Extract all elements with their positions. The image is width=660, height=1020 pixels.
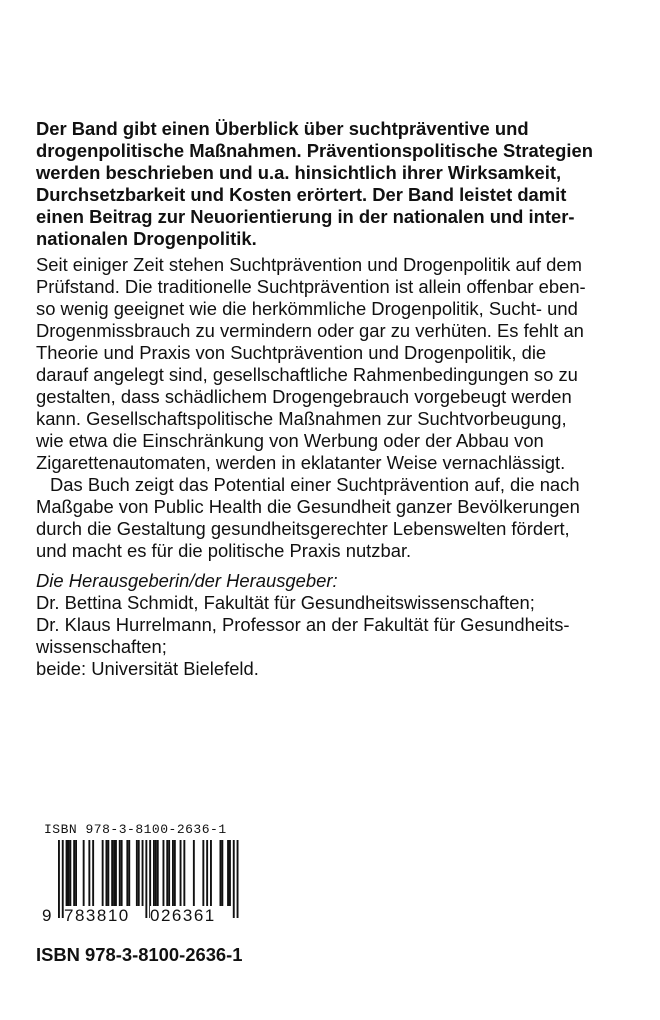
barcode-digits xyxy=(40,906,240,928)
barcode-bar xyxy=(193,840,195,906)
isbn-footer: ISBN 978-3-8100-2636-1 xyxy=(36,944,243,965)
blurb-line: Der Band gibt einen Überblick über suchtpräventive und xyxy=(36,118,529,139)
body-line: so wenig geeignet wie die herkömmliche Drogenpolitik, Sucht- und xyxy=(36,298,578,319)
barcode-bar xyxy=(202,840,204,906)
barcode-bar xyxy=(153,840,155,906)
barcode-isbn-label: ISBN 978-3-8100-2636-1 xyxy=(44,822,227,837)
barcode-bar xyxy=(73,840,75,906)
body-line: Theorie und Praxis von Suchtprävention und Drogenpolitik, die xyxy=(36,342,547,363)
barcode-bar xyxy=(119,840,121,906)
barcode-bar xyxy=(163,840,165,906)
barcode-bar xyxy=(138,840,140,906)
barcode-bar xyxy=(220,840,222,906)
barcode-bar xyxy=(174,840,176,906)
barcode-bar xyxy=(107,840,109,906)
body-line: und macht es für die politische Praxis nutzbar. xyxy=(36,540,412,561)
barcode-bar xyxy=(88,840,90,906)
body-line: Zigarettenautomaten, werden in eklatanter Weise vernachlässigt. xyxy=(36,452,566,473)
barcode-bar xyxy=(157,840,159,906)
body-line: durch die Gestaltung gesundheitsgerechter Lebenswelten fördert, xyxy=(36,518,570,539)
barcode-bar xyxy=(221,840,223,906)
barcode-bar xyxy=(68,840,70,906)
body-line: wie etwa die Einschränkung von Werbung oder der Abbau von xyxy=(36,430,544,451)
blurb-line: werden beschrieben und u.a. hinsichtlich ihrer Wirksamkeit, xyxy=(36,162,562,183)
editor-line: wissenschaften; xyxy=(36,636,167,657)
barcode-left-digits: 783810 xyxy=(64,906,130,925)
blurb-line: einen Beitrag zur Neuorientierung in der nationalen und inter- xyxy=(36,206,575,227)
barcode-bar xyxy=(180,840,182,906)
body-line: Maßgabe von Public Health die Gesundheit ganzer Bevölkerungen xyxy=(36,496,580,517)
barcode-bar xyxy=(136,840,138,906)
editor-line: Dr. Bettina Schmidt, Fakultät für Gesundheitswissenschaften; xyxy=(36,592,535,613)
blurb-line: nationalen Drogenpolitik. xyxy=(36,228,257,249)
body-line: Das Buch zeigt das Potential einer Suchtprävention auf, die nach xyxy=(50,474,580,495)
barcode-bar xyxy=(227,840,229,906)
barcode-bar xyxy=(83,840,85,906)
barcode-bar xyxy=(166,840,168,906)
barcode-bar xyxy=(183,840,185,906)
blurb-line: drogenpolitische Maßnahmen. Präventionspolitische Strategien xyxy=(36,140,593,161)
editors-heading: Die Herausgeberin/der Herausgeber: xyxy=(36,570,338,591)
barcode-bar xyxy=(113,840,115,906)
editor-line: beide: Universität Bielefeld. xyxy=(36,658,259,679)
barcode-bar xyxy=(206,840,208,906)
barcode-bar xyxy=(111,840,113,906)
barcode-bar xyxy=(126,840,128,906)
barcode-bar xyxy=(142,840,144,906)
body-line: gestalten, dass schädlichem Drogengebrauch vorgebeugt werden xyxy=(36,386,572,407)
barcode-first-digit: 9 xyxy=(42,906,52,925)
barcode-bar xyxy=(66,840,68,906)
barcode-bar xyxy=(121,840,123,906)
barcode-bar xyxy=(155,840,157,906)
barcode-bar xyxy=(210,840,212,906)
barcode-right-digits: 026361 xyxy=(150,906,216,925)
barcode-bar xyxy=(128,840,130,906)
editor-line: Dr. Klaus Hurrelmann, Professor an der Fakultät für Gesundheits- xyxy=(36,614,570,635)
blurb-line: Durchsetzbarkeit und Kosten erörtert. Der Band leistet damit xyxy=(36,184,567,205)
barcode-bar xyxy=(115,840,117,906)
barcode-bar xyxy=(92,840,94,906)
barcode-bar xyxy=(229,840,231,906)
body-line: kann. Gesellschaftspolitische Maßnahmen zur Suchtvorbeugung, xyxy=(36,408,567,429)
barcode-bar xyxy=(102,840,104,906)
body-line: darauf angelegt sind, gesellschaftliche Rahmenbedingungen so zu xyxy=(36,364,578,385)
barcode-bar xyxy=(69,840,71,906)
body-line: Prüfstand. Die traditionelle Suchtprävention ist allein offenbar eben- xyxy=(36,276,586,297)
body-line: Seit einiger Zeit stehen Suchtprävention und Drogenpolitik auf dem xyxy=(36,254,582,275)
barcode-bar xyxy=(168,840,170,906)
barcode-bar xyxy=(75,840,77,906)
barcode-bar xyxy=(106,840,108,906)
body-line: Drogenmissbrauch zu vermindern oder gar zu verhüten. Es fehlt an xyxy=(36,320,584,341)
barcode-bar xyxy=(172,840,174,906)
